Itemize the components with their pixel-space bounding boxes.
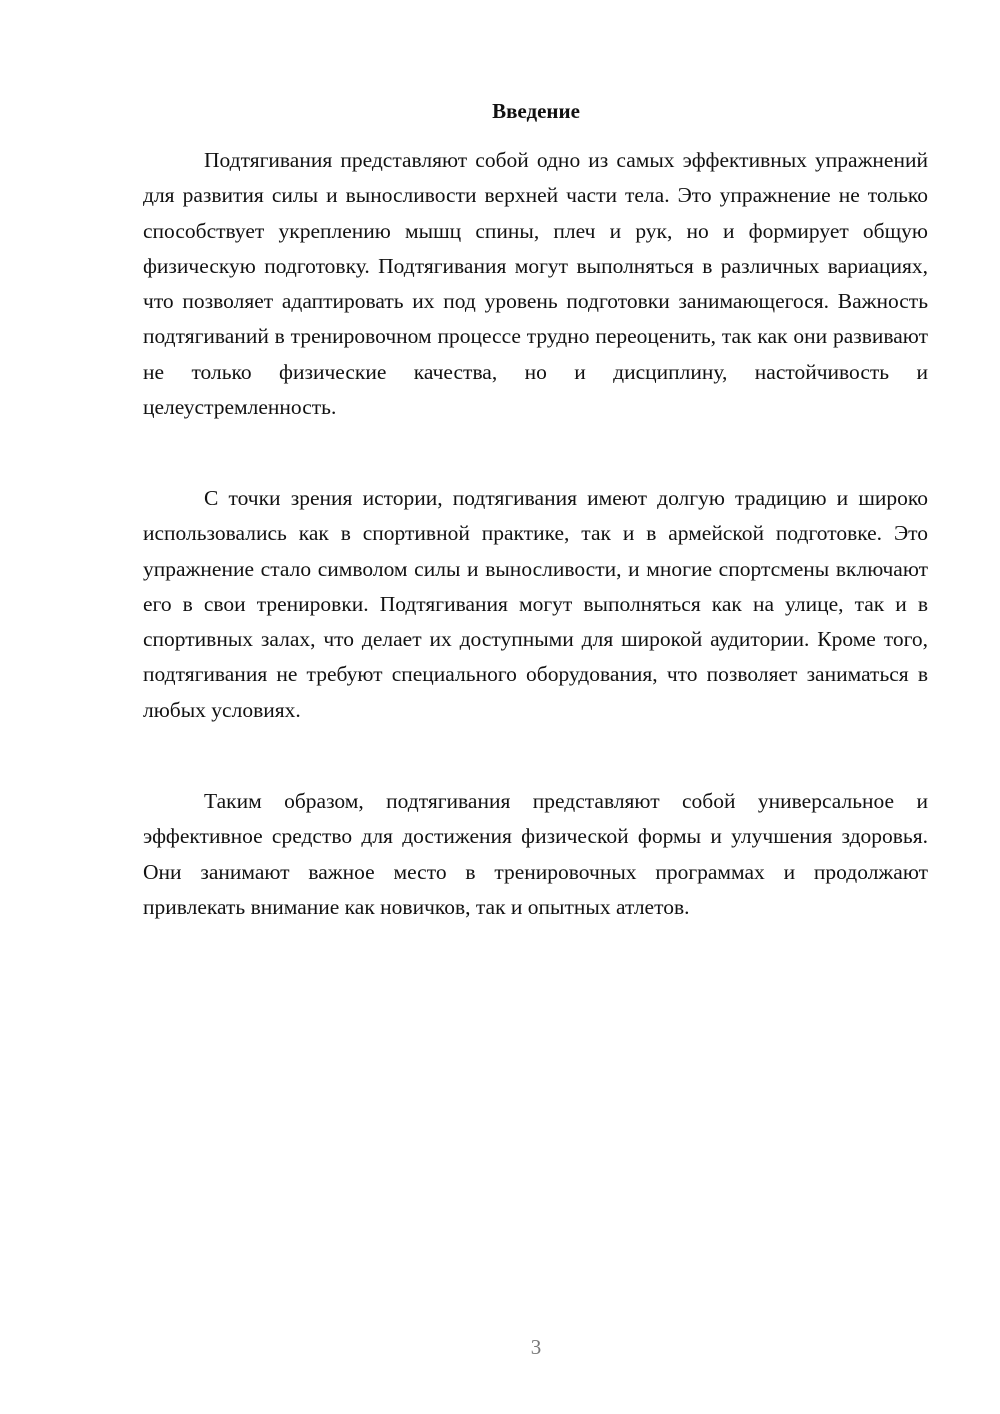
- page-number: 3: [530, 1335, 542, 1359]
- paragraph-text: Подтягивания представляют собой одно из самых эффективных упражнений для развития силы и выносливости верхней части тела. Это упражнение не только способствует укреплению мышц спины, плеч и рук, но и формирует общую физическую подготовку. Подтягивания могут выполняться в различных вариациях, что позволяет адаптировать их под уровень подготовки занимающегося. Важность подтягиваний в тренировочном процессе трудно переоценить, так как они развивают не только физические качества, но и дисциплину, настойчивость и целеустремленность.: [143, 148, 928, 420]
- paragraph-2: [143, 481, 928, 728]
- paragraph-text: С точки зрения истории, подтягивания имеют долгую традицию и широко использовались как в спортивной практике, так и в армейской подготовке. Это упражнение стало символом силы и выносливости, и многие спортсмены включают его в свои тренировки. Подтягивания могут выполняться как на улице, так и в спортивных залах, что делает их доступными для широкой аудитории. Кроме того, подтягивания не требуют специального оборудования, что позволяет заниматься в любых условиях.: [143, 486, 928, 722]
- paragraph-text: Таким образом, подтягивания представляют собой универсальное и эффективное средство для достижения физической формы и улучшения здоровья. Они занимают важное место в тренировочных программах и продолжают привлекать внимание как новичков, так и опытных атлетов.: [143, 789, 928, 919]
- paragraph-1: [143, 143, 928, 425]
- paragraph-3: [143, 784, 928, 925]
- section-title: Введение: [492, 99, 580, 123]
